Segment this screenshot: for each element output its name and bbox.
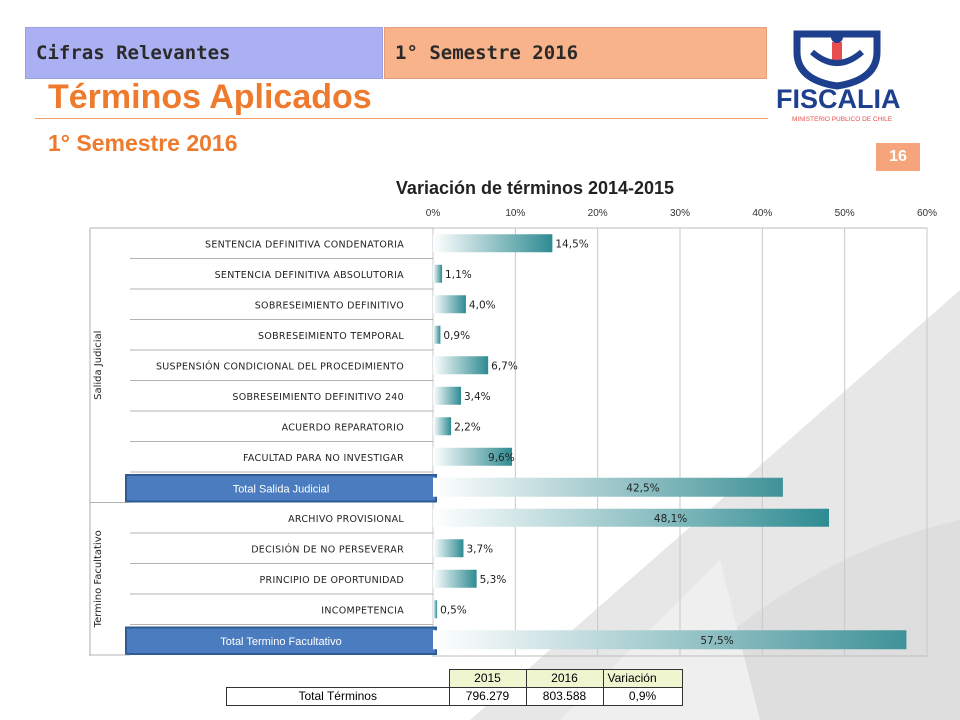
category-label: FACULTAD PARA NO INVESTIGAR (243, 452, 404, 464)
summary-row-label: Total Términos (227, 688, 450, 706)
data-label: 6,7% (491, 360, 518, 373)
data-label: 3,7% (466, 543, 494, 556)
category-label: ACUERDO REPARATORIO (281, 422, 404, 434)
category-label: SOBRESEIMIENTO TEMPORAL (258, 330, 404, 342)
logo-tagline: MINISTERIO PUBLICO DE CHILE (792, 116, 893, 123)
data-label: 0,5% (440, 604, 467, 617)
x-tick-label: 0% (425, 208, 441, 219)
total-row-label: Total Salida Judicial (232, 483, 330, 496)
bar (433, 600, 437, 618)
bar (433, 570, 477, 588)
x-tick-label: 40% (752, 208, 773, 219)
bar (433, 509, 829, 527)
category-label: SOBRESEIMIENTO DEFINITIVO 240 (232, 391, 404, 403)
data-label: 4,0% (468, 299, 496, 312)
x-tick-label: 60% (916, 208, 938, 219)
header-period-text: 1° Semestre 2016 (395, 42, 579, 64)
summary-header-variation: Variación (603, 670, 682, 688)
page-number-badge: 16 (876, 143, 920, 171)
group-label: Termino Facultativo (93, 530, 104, 628)
summary-value-2016: 803.588 (526, 688, 603, 706)
summary-header-row (227, 670, 683, 688)
logo-wordmark: FISCALIA (776, 84, 901, 114)
bar (433, 295, 466, 313)
data-label: 9,6% (488, 451, 515, 464)
data-label: 14,5% (555, 238, 589, 251)
category-label: SENTENCIA DEFINITIVA ABSOLUTORIA (214, 269, 404, 281)
data-label: 42,5% (626, 482, 660, 495)
bar (433, 234, 552, 252)
bar (433, 417, 451, 435)
data-label: 2,2% (454, 421, 481, 434)
summary-table (226, 669, 683, 706)
x-tick-label: 50% (834, 208, 855, 219)
data-label: 0,9% (443, 329, 471, 342)
summary-header-2015: 2015 (449, 670, 526, 688)
chart-title: Variación de términos 2014-2015 (395, 178, 675, 198)
category-label: DECISIÓN DE NO PERSEVERAR (251, 544, 404, 556)
x-tick-label: 10% (505, 208, 526, 219)
category-label: INCOMPETENCIA (321, 605, 404, 617)
summary-value-row (227, 688, 683, 706)
x-tick-label: 20% (587, 208, 608, 219)
total-row-label: Total Termino Facultativo (220, 635, 342, 648)
header-section-text: Cifras Relevantes (36, 42, 231, 64)
category-label: PRINCIPIO DE OPORTUNIDAD (259, 574, 404, 586)
page-title: Términos Aplicados (48, 78, 372, 116)
total-bar (433, 630, 906, 649)
data-label: 48,1% (653, 512, 688, 525)
category-label: ARCHIVO PROVISIONAL (288, 513, 404, 525)
data-label: 57,5% (700, 634, 734, 647)
bar (433, 326, 440, 344)
bar (433, 387, 461, 405)
total-bar (433, 478, 783, 497)
data-label: 3,4% (463, 390, 491, 403)
bar (433, 539, 463, 557)
page-subtitle: 1° Semestre 2016 (48, 130, 238, 156)
category-label: SENTENCIA DEFINITIVA CONDENATORIA (205, 239, 404, 251)
summary-value-variation: 0,9% (603, 688, 682, 706)
x-tick-label: 30% (669, 208, 691, 219)
summary-value-2015: 796.279 (449, 688, 526, 706)
category-label: SUSPENSIÓN CONDICIONAL DEL PROCEDIMIENTO (155, 361, 404, 373)
category-label: SOBRESEIMIENTO DEFINITIVO (254, 300, 404, 312)
summary-header-2016: 2016 (526, 670, 603, 688)
bar (433, 356, 488, 374)
data-label: 5,3% (479, 573, 507, 586)
bar (433, 265, 442, 283)
group-label: Salida Judicial (93, 330, 104, 400)
data-label: 1,1% (445, 268, 472, 281)
